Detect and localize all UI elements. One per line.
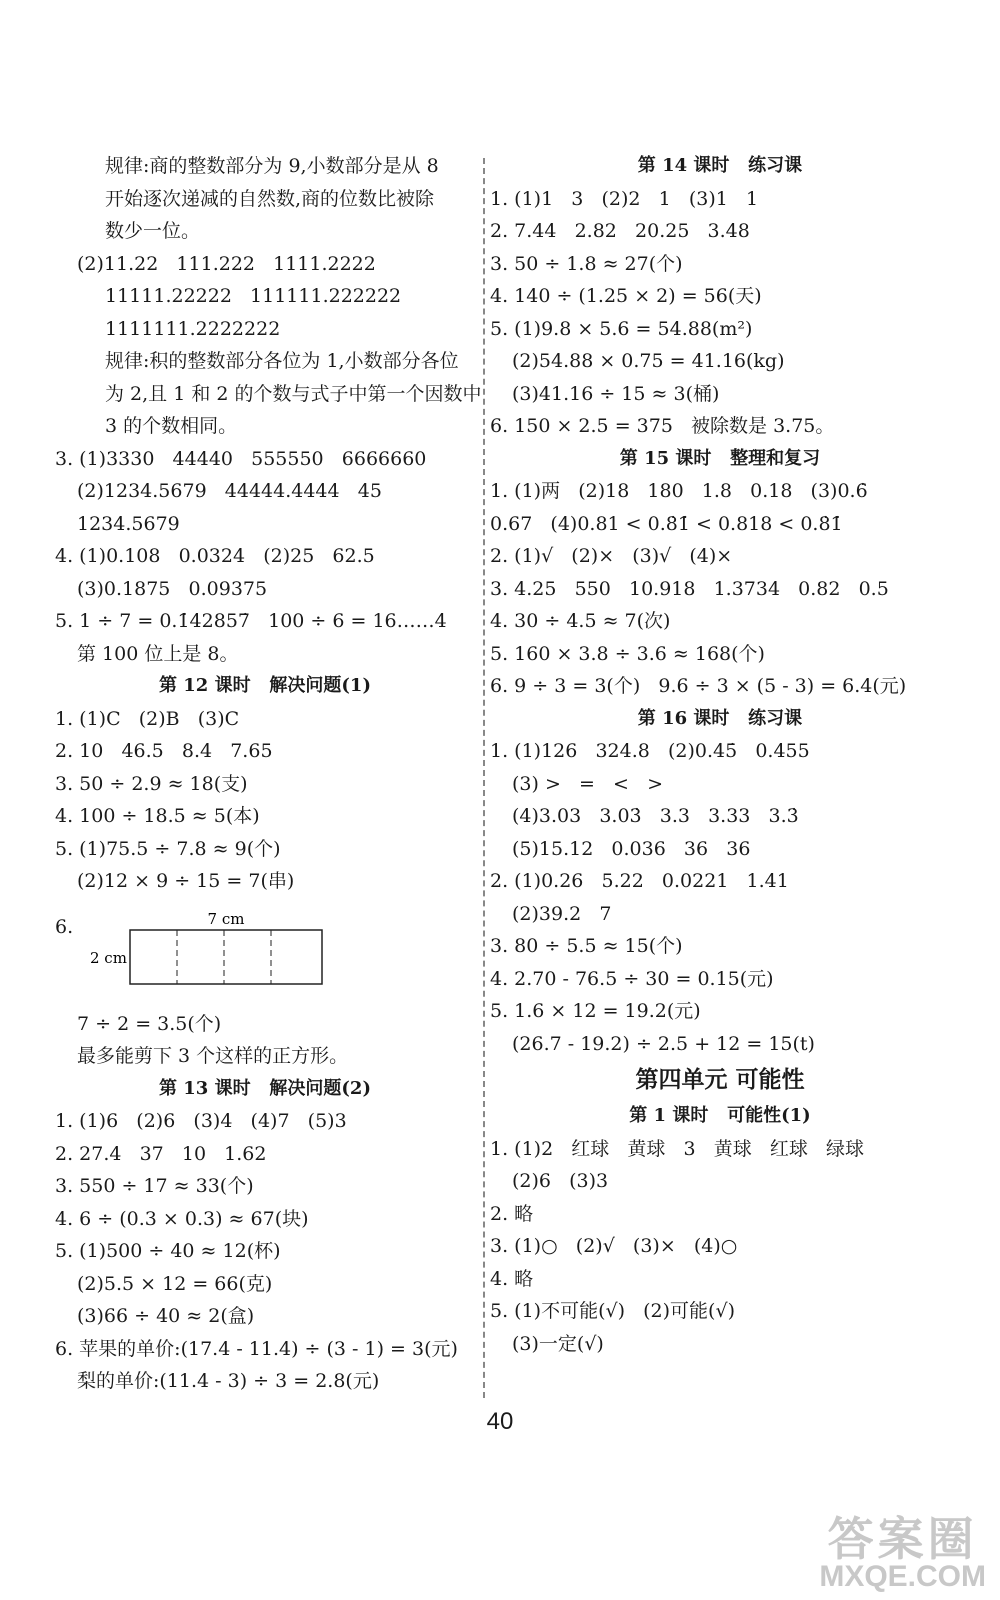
answer-line: 第 100 位上是 8。	[77, 642, 239, 665]
answer-line: (3)0.1875 0.09375	[77, 577, 268, 600]
answer-line: 3. (1)3330 44440 555550 6666660	[55, 447, 427, 470]
answer-line: 3. 50 ÷ 1.8 ≈ 27(个)	[490, 252, 683, 275]
answer-line: 2. (1)√ (2)× (3)√ (4)×	[490, 545, 733, 567]
watermark-logo	[819, 1513, 986, 1593]
answer-line: 3. 4.25 550 10.918 1.3734 0.82 0.5	[490, 577, 889, 600]
lesson-heading: 第 12 课时 解决问题(1)	[159, 675, 371, 696]
rectangle-figure-row	[55, 898, 475, 1008]
answer-line: (2)11.22 111.222 1111.2222	[77, 252, 376, 275]
column-divider	[483, 158, 485, 1398]
left-column	[55, 150, 482, 1398]
answer-line: (2)1234.5679 44444.4444 45	[77, 480, 382, 502]
answer-line: 6. 9 ÷ 3 = 3(个) 9.6 ÷ 3 × (5 - 3) = 6.4(元)	[490, 675, 907, 697]
answer-line: 规律:商的整数部分为 9,小数部分是从 8	[105, 155, 439, 177]
lesson-heading: 第 13 课时 解决问题(2)	[159, 1077, 371, 1099]
answer-line: 2. 7.44 2.82 20.25 3.48	[490, 220, 750, 242]
answer-line: 11111.22222 111111.222222	[105, 285, 402, 307]
rectangle-outline	[130, 930, 322, 984]
answer-line: 4. 30 ÷ 4.5 ≈ 7(次)	[490, 610, 671, 632]
lesson-heading: 第 1 课时 可能性(1)	[629, 1105, 811, 1126]
watermark-url: MXQE.COM	[819, 1560, 986, 1593]
answer-line: 规律:积的整数部分各位为 1,小数部分各位	[105, 350, 459, 372]
answer-line: 5. (1)500 ÷ 40 ≈ 12(杯)	[55, 1240, 281, 1262]
answer-line: (26.7 - 19.2) ÷ 2.5 + 12 = 15(t)	[512, 1032, 815, 1055]
answer-line: 2. (1)0.26 5.22 0.0221 1.41	[490, 870, 789, 892]
answer-line: 2. 略	[490, 1202, 534, 1225]
answer-line: 1. (1)C (2)B (3)C	[55, 707, 240, 730]
answer-line: 3 的个数相同。	[105, 415, 238, 437]
answer-line: 2. 10 46.5 8.4 7.65	[55, 740, 273, 762]
answer-line: 1. (1)两 (2)18 180 1.8 0.18 (3)0.6̇	[490, 480, 868, 502]
answer-line: 7 ÷ 2 = 3.5(个)	[77, 1012, 222, 1035]
answer-line: (3)一定(√)	[512, 1332, 604, 1355]
rectangle-diagram	[90, 898, 340, 998]
answer-line: 4. 6 ÷ (0.3 × 0.3) ≈ 67(块)	[55, 1207, 309, 1230]
answer-line: 6. 苹果的单价:(17.4 - 11.4) ÷ (3 - 1) = 3(元)	[55, 1337, 458, 1360]
answer-line: (2)6 (3)3	[512, 1170, 609, 1192]
answer-line: (2)54.88 × 0.75 = 41.16(kg)	[512, 350, 785, 372]
answer-line: 2. 27.4 37 10 1.62	[55, 1142, 267, 1165]
question-number: 6.	[55, 915, 74, 938]
answer-line: (5)15.12 0.036 36 36	[512, 837, 751, 860]
answer-line: (3) > = < >	[512, 772, 663, 795]
answer-line: 5. 1.6 × 12 = 19.2(元)	[490, 1000, 701, 1022]
answer-line: 1111111.2222222	[105, 317, 281, 340]
answer-line: 1234.5679	[77, 512, 180, 535]
answer-line: 4. 略	[490, 1267, 534, 1290]
answer-line: 1. (1)126 324.8 (2)0.4̇5̇ 0.455	[490, 740, 810, 762]
answer-line: 3. 50 ÷ 2.9 ≈ 18(支)	[55, 772, 248, 795]
watermark-text: 答案圈	[827, 1513, 978, 1565]
answer-line: 5. (1)75.5 ÷ 7.8 ≈ 9(个)	[55, 837, 281, 860]
right-column	[490, 150, 950, 1360]
answer-line: 3. 80 ÷ 5.5 ≈ 15(个)	[490, 935, 683, 957]
answer-line: 5. 160 × 3.8 ÷ 3.6 ≈ 168(个)	[490, 642, 765, 665]
answer-line: 梨的单价:(11.4 - 3) ÷ 3 = 2.8(元)	[77, 1370, 380, 1392]
answer-line: 1. (1)6 (2)6 (3)4 (4)7 (5)3	[55, 1110, 347, 1132]
answer-line: (2)39.2 7	[512, 902, 612, 925]
answer-line: (4)3.03 3.03̇ 3.3 3.33 3.3̇	[512, 805, 799, 827]
width-label: 7 cm	[207, 909, 245, 928]
answer-line: 数少一位。	[105, 220, 201, 242]
answer-line: (2)12 × 9 ÷ 15 = 7(串)	[77, 870, 295, 892]
answer-line: (3)41.16 ÷ 15 ≈ 3(桶)	[512, 382, 720, 405]
answer-line: 最多能剪下 3 个这样的正方形。	[77, 1045, 349, 1067]
answer-line: 5. (1)9.8 × 5.6 = 54.88(m²)	[490, 317, 753, 340]
answer-line: 4. 100 ÷ 18.5 ≈ 5(本)	[55, 805, 260, 827]
answer-line: 4. 140 ÷ (1.25 × 2) = 56(天)	[490, 285, 762, 307]
lesson-heading: 第 15 课时 整理和复习	[619, 447, 821, 469]
answer-line: 3. (1)○ (2)√ (3)× (4)○	[490, 1235, 738, 1257]
answer-line: 4. 2.70 - 76.5 ÷ 30 = 0.15(元)	[490, 967, 774, 990]
lesson-heading: 第 14 课时 练习课	[637, 155, 803, 176]
answer-line: 1. (1)1 3 (2)2 1 (3)1 1	[490, 187, 759, 210]
answer-line: (3)66 ÷ 40 ≈ 2(盒)	[77, 1305, 255, 1327]
answer-line: 为 2,且 1 和 2 的个数与式子中第一个因数中	[105, 382, 482, 405]
answer-line: 6. 150 × 2.5 = 375 被除数是 3.75。	[490, 415, 835, 437]
page-number: 40	[486, 1408, 514, 1435]
answer-line: (2)5.5 × 12 = 66(克)	[77, 1272, 273, 1295]
answer-line: 5. 1 ÷ 7 = 0.1̇42857̇ 100 ÷ 6 = 16……4	[55, 610, 447, 632]
lesson-heading: 第 16 课时 练习课	[637, 707, 803, 729]
answer-line: 开始逐次递减的自然数,商的位数比被除	[105, 187, 435, 210]
height-label: 2 cm	[90, 948, 127, 967]
unit-title: 第四单元 可能性	[635, 1066, 805, 1093]
answer-line: 0.67 (4)0.81 < 0.8̇1̇ < 0.818 < 0.8̇1̇	[490, 512, 843, 535]
answer-line: 3. 550 ÷ 17 ≈ 33(个)	[55, 1175, 254, 1197]
answer-line: 4. (1)0.108 0.0324 (2)25 62.5	[55, 545, 375, 567]
answer-line: 5. (1)不可能(√) (2)可能(√)	[490, 1300, 735, 1322]
answer-line: 1. (1)2 红球 黄球 3 黄球 红球 绿球	[490, 1137, 864, 1160]
